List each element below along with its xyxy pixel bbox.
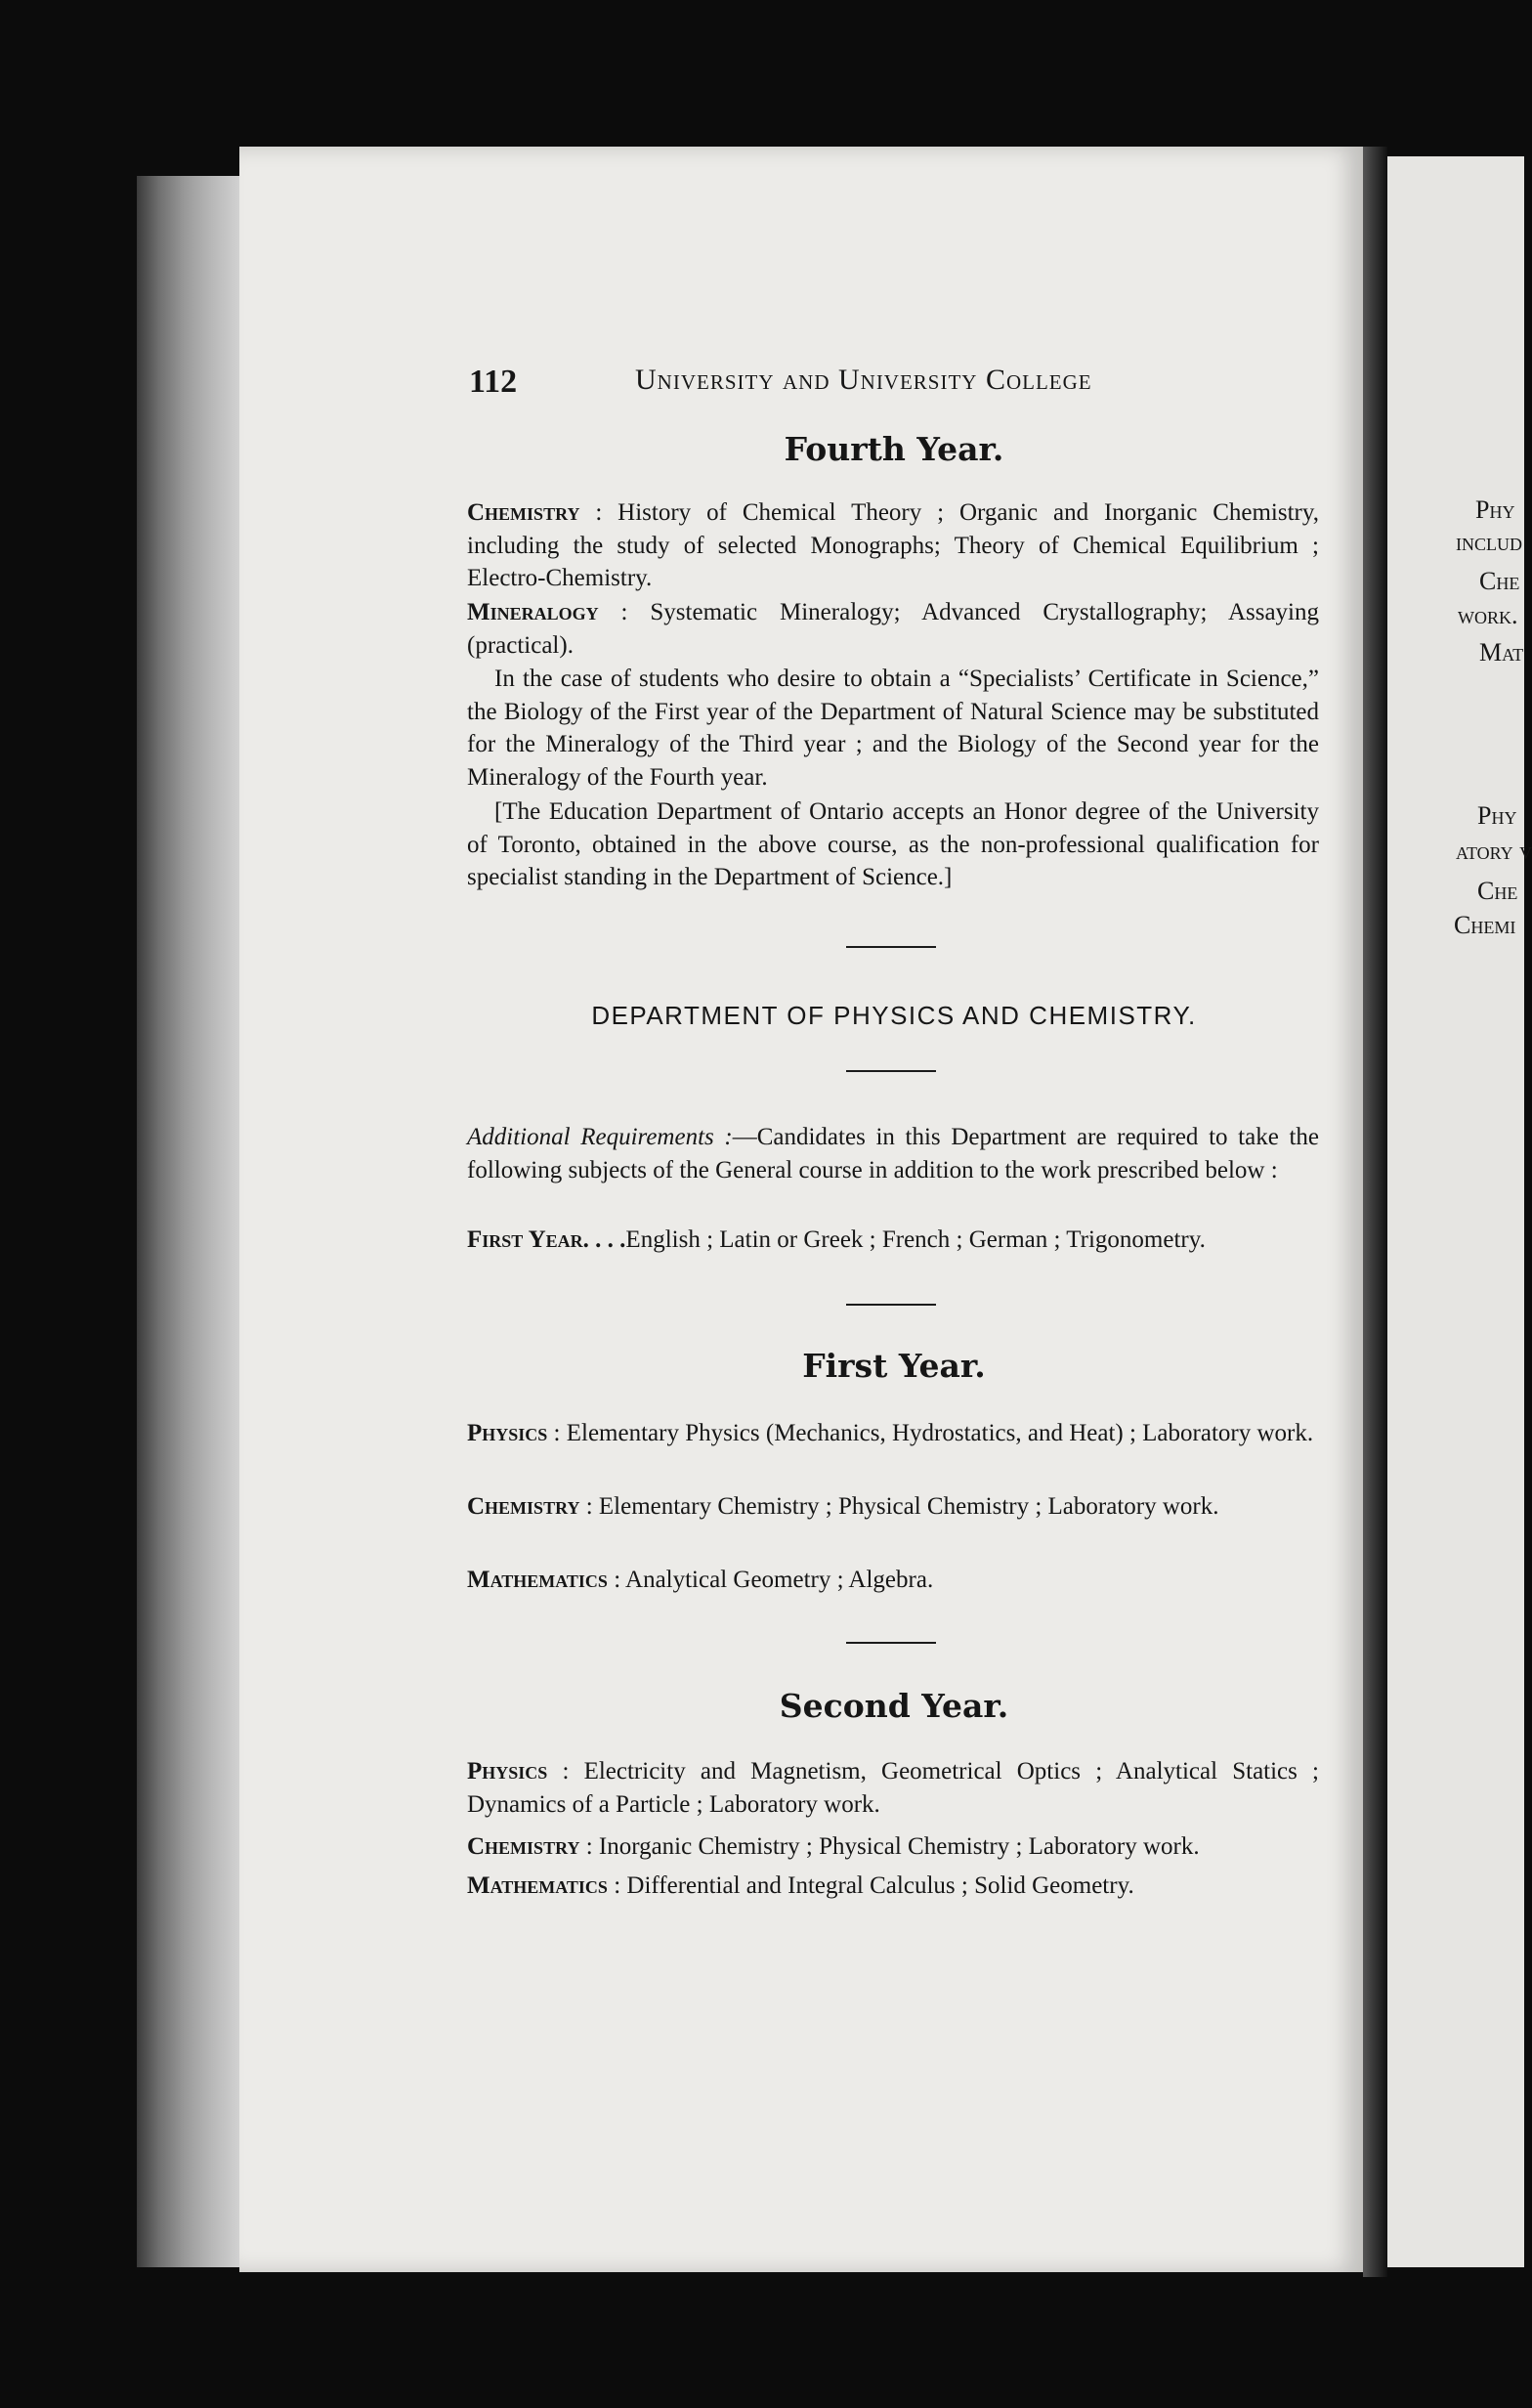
subject-text: : Differential and Integral Calculus ; Solid Geometry. [607, 1872, 1134, 1899]
subject-label: Physics [467, 1420, 548, 1446]
facing-fragment: atory v [1456, 837, 1532, 865]
additional-requirements-label: Additional Requirements : [467, 1124, 733, 1150]
subject-text: : Elementary Chemistry ; Physical Chemistry ; Laboratory work. [579, 1493, 1219, 1520]
department-heading: DEPARTMENT OF PHYSICS AND CHEMISTRY. [591, 1001, 1197, 1030]
book-gutter [1363, 147, 1387, 2277]
subject-text: : Inorganic Chemistry ; Physical Chemistry ; Laboratory work. [579, 1833, 1200, 1860]
facing-fragment: Che [1479, 567, 1520, 595]
subject-label: Mathematics [467, 1567, 608, 1593]
additional-requirements [467, 1121, 1319, 1186]
subject-text: : Systematic Mineralogy; Advanced Crystallography; Assaying (practical). [467, 599, 1319, 659]
subject-text: English ; Latin or Greek ; French ; German ; Trigonometry. [625, 1226, 1206, 1253]
section-rule [846, 1642, 936, 1644]
first-year-physics [467, 1417, 1319, 1450]
section-rule [846, 946, 936, 948]
subject-label: Chemistry [467, 499, 580, 526]
first-year-mathematics [467, 1564, 1319, 1597]
facing-fragment: Phy [1475, 495, 1515, 524]
first-year-general-subjects [467, 1224, 1319, 1257]
facing-page [1387, 156, 1532, 2267]
subject-label: Chemistry [467, 1833, 580, 1860]
first-year-heading: First Year. [802, 1347, 986, 1385]
book-page-edges [137, 176, 244, 2267]
facing-fragment: Che [1477, 877, 1518, 905]
fourth-year-mineralogy [467, 596, 1319, 662]
fourth-year-chemistry [467, 496, 1319, 595]
subject-text: : Electricity and Magnetism, Geometrical Optics ; Analytical Statics ; Dynamics of a Particle ; Laboratory work. [467, 1758, 1319, 1818]
second-year-chemistry [467, 1830, 1319, 1864]
page-number: 112 [469, 364, 518, 400]
subject-label: Physics [467, 1758, 548, 1784]
first-year-chemistry [467, 1490, 1319, 1524]
section-rule [846, 1304, 936, 1306]
facing-fragment: Mat [1479, 638, 1524, 666]
facing-fragment: Phy [1477, 801, 1517, 830]
fourth-year-heading: Fourth Year. [784, 430, 1004, 468]
second-year-physics [467, 1755, 1319, 1821]
subject-label: Mineralogy [467, 599, 599, 625]
facing-fragment: includ [1456, 528, 1522, 556]
specialist-certificate-note: In the case of students who desire to obtain a “Specialists’ Certificate in Science,” the Biology of the First year of the Department of Natural Science may be substituted for the Mineralogy of the Third year ; and the Biology of the Second year for the Mineralogy of the Fourth year. [467, 666, 1319, 791]
section-rule [846, 1070, 936, 1072]
subject-label: Mathematics [467, 1872, 608, 1899]
running-header [469, 364, 1348, 412]
subject-label: First Year. . . . [467, 1226, 626, 1253]
subject-text: : Analytical Geometry ; Algebra. [607, 1567, 934, 1593]
facing-fragment: work. [1458, 601, 1518, 629]
subject-text: : Elementary Physics (Mechanics, Hydrostatics, and Heat) ; Laboratory work. [547, 1420, 1314, 1446]
second-year-mathematics [467, 1870, 1319, 1903]
education-department-note: [The Education Department of Ontario accepts an Honor degree of the University of Toronto, obtained in the above course, as the non-professional qualification for specialist standing in the Department of Science.] [467, 798, 1319, 890]
facing-fragment: Chemi [1454, 911, 1516, 939]
subject-label: Chemistry [467, 1493, 580, 1520]
additional-requirements-text: —Candidates in this Department are required to take the following subjects of the General course in addition to the work prescribed below : [467, 1124, 1319, 1183]
running-title: University and University College [635, 364, 1092, 396]
second-year-heading: Second Year. [779, 1687, 1009, 1725]
subject-text: : History of Chemical Theory ; Organic and Inorganic Chemistry, including the study of selected Monographs; Theory of Chemical Equilibrium ; Electro-Chemistry. [467, 499, 1319, 591]
